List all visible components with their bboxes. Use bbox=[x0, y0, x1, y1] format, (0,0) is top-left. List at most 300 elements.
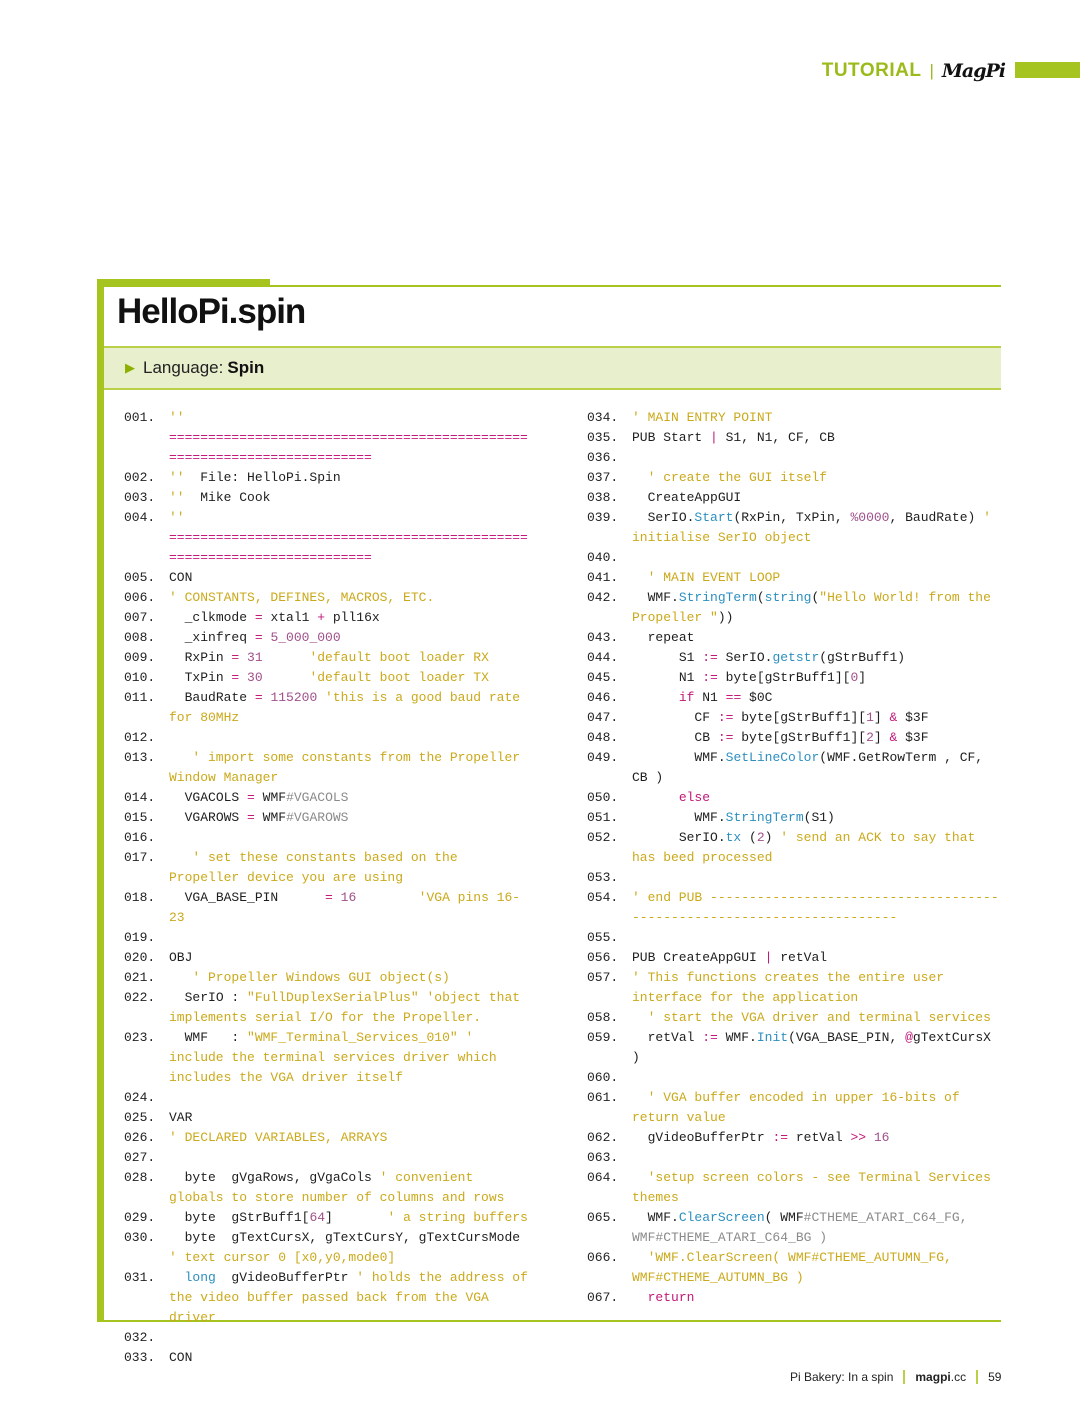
code-line bbox=[124, 1088, 534, 1108]
code-line bbox=[124, 888, 534, 928]
code-text bbox=[632, 748, 1003, 788]
code-token: (gStrBuff1) bbox=[819, 650, 906, 665]
line-number: 059. bbox=[587, 1030, 619, 1045]
line-number: 029. bbox=[124, 1210, 156, 1225]
line-number: 060. bbox=[587, 1070, 619, 1085]
code-token: WMF. bbox=[632, 810, 726, 825]
code-token: tx bbox=[725, 830, 742, 845]
magpi-logo: MagPi bbox=[941, 60, 1005, 82]
code-text bbox=[632, 448, 1003, 468]
code-line bbox=[124, 1348, 534, 1368]
code-line bbox=[587, 448, 1003, 468]
line-number: 065. bbox=[587, 1210, 619, 1225]
code-token: retVal bbox=[788, 1130, 851, 1145]
code-text bbox=[169, 468, 534, 488]
code-text bbox=[169, 1168, 534, 1208]
code-text bbox=[632, 468, 1003, 488]
code-token: _clkmode bbox=[169, 610, 255, 625]
code-token: ( WMF bbox=[764, 1210, 804, 1225]
code-line bbox=[124, 488, 534, 508]
code-token: SerIO. bbox=[632, 510, 695, 525]
code-line bbox=[124, 688, 534, 728]
line-number: 030. bbox=[124, 1230, 156, 1245]
code-token: == bbox=[725, 690, 742, 705]
line-number: 019. bbox=[124, 930, 156, 945]
code-token: , BaudRate) bbox=[889, 510, 984, 525]
code-token: ' create the GUI itself bbox=[632, 470, 828, 485]
code-token: WMF. bbox=[632, 590, 679, 605]
code-token: )) bbox=[717, 610, 734, 625]
line-number: 021. bbox=[124, 970, 156, 985]
line-number: 018. bbox=[124, 890, 156, 905]
code-line bbox=[587, 708, 1003, 728]
footer-divider bbox=[976, 1370, 978, 1384]
code-token: 2 bbox=[756, 830, 765, 845]
code-line bbox=[587, 808, 1003, 828]
code-line bbox=[587, 748, 1003, 788]
line-number: 053. bbox=[587, 870, 619, 885]
line-number: 047. bbox=[587, 710, 619, 725]
code-text bbox=[632, 688, 1003, 708]
line-number: 028. bbox=[124, 1170, 156, 1185]
line-number: 061. bbox=[587, 1090, 619, 1105]
code-text bbox=[632, 948, 1003, 968]
code-text bbox=[632, 548, 1003, 568]
code-line bbox=[587, 728, 1003, 748]
code-token: 30 bbox=[239, 670, 263, 685]
code-token: ' VGA buffer encoded in upper 16-bits of return value bbox=[632, 1090, 968, 1125]
code-text bbox=[632, 408, 1003, 428]
site-name-tld: .cc bbox=[950, 1370, 967, 1384]
code-token: (WMF.GetRowTerm , CF, CB ) bbox=[632, 750, 991, 785]
code-token: S1 bbox=[632, 650, 703, 665]
code-line bbox=[587, 1168, 1003, 1208]
code-token: pll16x bbox=[325, 610, 380, 625]
code-line bbox=[587, 488, 1003, 508]
code-token: $3F bbox=[897, 730, 929, 745]
code-text bbox=[632, 568, 1003, 588]
line-number: 044. bbox=[587, 650, 619, 665]
code-token: #CTHEME_ATARI_C64_FG, WMF#CTHEME_ATARI_C64_BG ) bbox=[632, 1210, 976, 1245]
language-band bbox=[104, 346, 1001, 390]
code-text bbox=[169, 1228, 534, 1268]
code-token: ' MAIN ENTRY POINT bbox=[632, 410, 773, 425]
code-token: byte gStrBuff1[ bbox=[169, 1210, 310, 1225]
code-token: >> bbox=[850, 1130, 867, 1145]
header-separator: | bbox=[929, 61, 934, 80]
code-text bbox=[169, 848, 534, 888]
line-number: 050. bbox=[587, 790, 619, 805]
code-token: ' initialise SerIO object bbox=[632, 510, 999, 545]
code-token: ' text cursor 0 [x0,y0,mode0] bbox=[169, 1250, 396, 1265]
page-footer bbox=[790, 1370, 1001, 1384]
code-token: ( bbox=[811, 590, 820, 605]
line-number: 023. bbox=[124, 1030, 156, 1045]
code-line bbox=[124, 1168, 534, 1208]
code-text bbox=[632, 1148, 1003, 1168]
code-token: '' bbox=[169, 510, 193, 525]
code-text bbox=[632, 1128, 1003, 1148]
code-text bbox=[632, 488, 1003, 508]
code-text bbox=[632, 428, 1003, 448]
line-number: 054. bbox=[587, 890, 619, 905]
code-token bbox=[632, 690, 679, 705]
code-token: := bbox=[717, 710, 734, 725]
code-text bbox=[169, 1108, 534, 1128]
line-number: 003. bbox=[124, 490, 156, 505]
code-token: | bbox=[710, 430, 718, 445]
code-token: File: HelloPi.Spin bbox=[200, 470, 341, 485]
code-text bbox=[632, 1208, 1003, 1248]
code-line bbox=[587, 628, 1003, 648]
language-label: Language: bbox=[143, 358, 224, 377]
code-line bbox=[124, 1208, 534, 1228]
code-token: WMF. bbox=[717, 1030, 757, 1045]
code-line bbox=[124, 408, 534, 468]
line-number: 046. bbox=[587, 690, 619, 705]
code-text bbox=[169, 948, 534, 968]
code-line bbox=[124, 828, 534, 848]
code-text bbox=[169, 968, 534, 988]
code-line bbox=[587, 508, 1003, 548]
line-number: 037. bbox=[587, 470, 619, 485]
line-number: 010. bbox=[124, 670, 156, 685]
code-text bbox=[169, 748, 534, 788]
code-token: (RxPin, TxPin, bbox=[733, 510, 851, 525]
code-text bbox=[632, 928, 1003, 948]
line-number: 063. bbox=[587, 1150, 619, 1165]
code-line bbox=[124, 928, 534, 948]
code-line bbox=[587, 548, 1003, 568]
line-number: 027. bbox=[124, 1150, 156, 1165]
code-token: 5_000_000 bbox=[262, 630, 341, 645]
line-number: 005. bbox=[124, 570, 156, 585]
code-token: long bbox=[184, 1270, 216, 1285]
code-text bbox=[169, 488, 534, 508]
code-text bbox=[169, 508, 534, 568]
code-token: byte[gStrBuff1][ bbox=[733, 710, 867, 725]
code-line bbox=[587, 688, 1003, 708]
code-token: CreateAppGUI bbox=[632, 490, 742, 505]
code-token: ' send an ACK to say that has beed processed bbox=[632, 830, 984, 865]
code-line bbox=[587, 1128, 1003, 1148]
code-token: "FullDuplexSerialPlus" 'object that implements serial I/O for the Propeller. bbox=[169, 990, 528, 1025]
code-text bbox=[632, 588, 1003, 628]
code-token: WMF. bbox=[632, 1210, 679, 1225]
code-token: VGACOLS bbox=[169, 790, 248, 805]
line-number: 040. bbox=[587, 550, 619, 565]
code-line bbox=[587, 948, 1003, 968]
code-text bbox=[632, 968, 1003, 1008]
line-number: 055. bbox=[587, 930, 619, 945]
code-line bbox=[587, 1008, 1003, 1028]
code-token: $0C bbox=[741, 690, 773, 705]
code-line bbox=[587, 1028, 1003, 1068]
code-text bbox=[169, 1348, 534, 1368]
line-number: 057. bbox=[587, 970, 619, 985]
code-line bbox=[587, 648, 1003, 668]
line-number: 067. bbox=[587, 1290, 619, 1305]
code-token: SetLineColor bbox=[725, 750, 820, 765]
line-number: 035. bbox=[587, 430, 619, 445]
line-number: 015. bbox=[124, 810, 156, 825]
line-number: 051. bbox=[587, 810, 619, 825]
line-number: 048. bbox=[587, 730, 619, 745]
code-token: 'WMF.ClearScreen( WMF#CTHEME_AUTUMN_FG, WMF#CTHEME_AUTUMN_BG ) bbox=[632, 1250, 960, 1285]
code-token: N1 bbox=[694, 690, 726, 705]
code-text bbox=[169, 588, 534, 608]
code-token: 'default boot loader RX bbox=[262, 650, 489, 665]
code-line bbox=[124, 1148, 534, 1168]
code-token: 0 bbox=[850, 670, 859, 685]
code-token: ( bbox=[756, 590, 765, 605]
code-line bbox=[587, 788, 1003, 808]
code-text bbox=[632, 1288, 1003, 1308]
code-token: gTextCursX ) bbox=[632, 1030, 999, 1065]
code-text bbox=[632, 888, 1003, 928]
code-text bbox=[632, 808, 1003, 828]
code-line bbox=[124, 1228, 534, 1268]
code-token bbox=[169, 1270, 185, 1285]
code-token: VAR bbox=[169, 1110, 193, 1125]
line-number: 039. bbox=[587, 510, 619, 525]
code-token: & bbox=[889, 710, 898, 725]
line-number: 043. bbox=[587, 630, 619, 645]
code-text bbox=[169, 1128, 534, 1148]
line-number: 009. bbox=[124, 650, 156, 665]
code-line bbox=[587, 588, 1003, 628]
code-text bbox=[632, 648, 1003, 668]
code-token: RxPin bbox=[169, 650, 232, 665]
code-text bbox=[632, 728, 1003, 748]
code-token: PUB CreateAppGUI bbox=[632, 950, 765, 965]
chevron-right-icon: ▶ bbox=[125, 360, 135, 375]
code-token: string bbox=[764, 590, 812, 605]
line-number: 036. bbox=[587, 450, 619, 465]
code-token: @ bbox=[905, 1030, 913, 1045]
listing-title: HelloPi.spin bbox=[117, 292, 306, 331]
code-token: WMF bbox=[254, 790, 287, 805]
code-token: WMF. bbox=[632, 750, 726, 765]
code-token: retVal bbox=[772, 950, 828, 965]
code-token: gVideoBufferPtr bbox=[632, 1130, 773, 1145]
code-token: 16 bbox=[332, 890, 357, 905]
code-token: & bbox=[889, 730, 898, 745]
line-number: 049. bbox=[587, 750, 619, 765]
site-name-bold: magpi bbox=[915, 1370, 951, 1384]
code-token: 1 bbox=[866, 710, 874, 725]
code-text bbox=[169, 888, 534, 928]
code-token: ' start the VGA driver and terminal services bbox=[632, 1010, 991, 1025]
code-token: ' convenient globals to store number of columns and rows bbox=[169, 1170, 505, 1205]
line-number: 011. bbox=[124, 690, 156, 705]
code-text bbox=[632, 628, 1003, 648]
code-token: = bbox=[247, 810, 255, 825]
line-number: 022. bbox=[124, 990, 156, 1005]
line-number: 042. bbox=[587, 590, 619, 605]
line-number: 025. bbox=[124, 1110, 156, 1125]
code-text bbox=[169, 628, 534, 648]
code-token: SerIO : bbox=[169, 990, 248, 1005]
code-token: VGAROWS bbox=[169, 810, 248, 825]
code-text bbox=[169, 1148, 534, 1168]
code-token: WMF bbox=[254, 810, 287, 825]
line-number: 062. bbox=[587, 1130, 619, 1145]
code-text bbox=[169, 1088, 534, 1108]
code-token: gVideoBufferPtr bbox=[215, 1270, 357, 1285]
code-line bbox=[587, 668, 1003, 688]
line-number: 016. bbox=[124, 830, 156, 845]
code-token: 2 bbox=[866, 730, 874, 745]
code-token: _xinfreq bbox=[169, 630, 255, 645]
line-number: 038. bbox=[587, 490, 619, 505]
code-token: else bbox=[678, 790, 711, 805]
code-token bbox=[632, 790, 679, 805]
code-token: repeat bbox=[632, 630, 695, 645]
line-number: 002. bbox=[124, 470, 156, 485]
running-header bbox=[822, 60, 1005, 82]
code-token: := bbox=[717, 730, 734, 745]
code-text bbox=[632, 1028, 1003, 1068]
code-token: ( bbox=[741, 830, 757, 845]
code-text bbox=[169, 788, 534, 808]
code-line bbox=[124, 568, 534, 588]
code-token: StringTerm bbox=[725, 810, 804, 825]
line-number: 058. bbox=[587, 1010, 619, 1025]
line-number: 007. bbox=[124, 610, 156, 625]
code-token: ' Propeller Windows GUI object(s) bbox=[169, 970, 450, 985]
code-line bbox=[124, 468, 534, 488]
code-line bbox=[124, 1028, 534, 1088]
code-text bbox=[632, 828, 1003, 868]
code-text bbox=[632, 1068, 1003, 1088]
code-line bbox=[587, 928, 1003, 948]
code-line bbox=[124, 508, 534, 568]
code-line bbox=[124, 948, 534, 968]
line-number: 033. bbox=[124, 1350, 156, 1365]
code-text bbox=[169, 688, 534, 728]
page-number: 59 bbox=[988, 1370, 1002, 1384]
code-token: = bbox=[254, 690, 263, 705]
code-token: ' holds the address of the video buffer passed back from the VGA driver bbox=[169, 1270, 536, 1325]
line-number: 014. bbox=[124, 790, 156, 805]
code-line bbox=[124, 1328, 534, 1348]
code-token: N1 bbox=[632, 670, 703, 685]
code-token: 'VGA pins 16-23 bbox=[169, 890, 521, 925]
code-line bbox=[587, 568, 1003, 588]
code-token: CON bbox=[169, 1350, 193, 1365]
code-text bbox=[169, 988, 534, 1028]
code-token: = bbox=[231, 670, 240, 685]
code-token: Init bbox=[756, 1030, 789, 1045]
code-text bbox=[169, 668, 534, 688]
code-text bbox=[169, 1328, 534, 1348]
code-token: = bbox=[231, 650, 240, 665]
line-number: 017. bbox=[124, 850, 156, 865]
code-token: ' DECLARED VARIABLES, ARRAYS bbox=[169, 1130, 388, 1145]
code-token: = bbox=[325, 890, 333, 905]
code-token: 'this is a good baud rate for 80MHz bbox=[169, 690, 528, 725]
line-number: 013. bbox=[124, 750, 156, 765]
line-number: 024. bbox=[124, 1090, 156, 1105]
code-text bbox=[632, 668, 1003, 688]
line-number: 064. bbox=[587, 1170, 619, 1185]
line-number: 012. bbox=[124, 730, 156, 745]
code-token: 31 bbox=[239, 650, 263, 665]
code-token: SerIO. bbox=[632, 830, 726, 845]
code-text bbox=[632, 788, 1003, 808]
code-token: '' bbox=[169, 470, 201, 485]
code-line bbox=[124, 588, 534, 608]
code-token: $3F bbox=[897, 710, 929, 725]
line-number: 020. bbox=[124, 950, 156, 965]
code-token: '' bbox=[169, 410, 193, 425]
code-token: ' a string buffers bbox=[332, 1210, 528, 1225]
code-column-right bbox=[587, 408, 1003, 1308]
line-number: 026. bbox=[124, 1130, 156, 1145]
code-line bbox=[124, 628, 534, 648]
code-line bbox=[124, 608, 534, 628]
code-token: return bbox=[647, 1290, 695, 1305]
code-text bbox=[632, 1248, 1003, 1288]
code-text bbox=[632, 1168, 1003, 1208]
line-number: 001. bbox=[124, 410, 156, 425]
site-name bbox=[915, 1370, 966, 1384]
code-token: 16 bbox=[866, 1130, 890, 1145]
code-token: := bbox=[702, 1030, 718, 1045]
line-number: 066. bbox=[587, 1250, 619, 1265]
code-token: = bbox=[254, 610, 263, 625]
code-token: CF bbox=[632, 710, 718, 725]
code-line bbox=[587, 1148, 1003, 1168]
article-name: Pi Bakery: In a spin bbox=[790, 1370, 894, 1384]
code-token: getstr bbox=[772, 650, 820, 665]
code-token: 'setup screen colors - see Terminal Services themes bbox=[632, 1170, 999, 1205]
footer-divider bbox=[903, 1370, 905, 1384]
listing-border-top bbox=[97, 285, 1001, 287]
code-token: byte[gStrBuff1][ bbox=[717, 670, 851, 685]
code-token: ' CONSTANTS, DEFINES, MACROS, ETC. bbox=[169, 590, 435, 605]
code-token: %0000 bbox=[850, 510, 890, 525]
code-token: OBJ bbox=[169, 950, 193, 965]
code-line bbox=[124, 788, 534, 808]
code-token: TxPin bbox=[169, 670, 232, 685]
code-token: 64 bbox=[309, 1210, 326, 1225]
code-token: '' bbox=[169, 490, 201, 505]
code-text bbox=[169, 1268, 534, 1328]
code-token bbox=[632, 1290, 648, 1305]
code-token: #VGAROWS bbox=[286, 810, 349, 825]
code-token: ) bbox=[764, 830, 781, 845]
code-line bbox=[587, 408, 1003, 428]
code-token: "WMF_Terminal_Services_010" ' include the terminal services driver which includes the VGA driver itself bbox=[169, 1030, 505, 1085]
code-text bbox=[632, 508, 1003, 548]
code-token: VGA_BASE_PIN bbox=[169, 890, 326, 905]
code-line bbox=[587, 1068, 1003, 1088]
code-token: ] bbox=[858, 670, 867, 685]
code-text bbox=[169, 808, 534, 828]
code-token: := bbox=[702, 670, 718, 685]
code-token: ' import some constants from the Propeller Window Manager bbox=[169, 750, 528, 785]
code-token: xtal1 bbox=[262, 610, 318, 625]
code-token: ClearScreen bbox=[678, 1210, 765, 1225]
line-number: 052. bbox=[587, 830, 619, 845]
section-label: TUTORIAL bbox=[821, 60, 922, 81]
code-token: + bbox=[317, 610, 326, 625]
code-token: CON bbox=[169, 570, 193, 585]
line-number: 004. bbox=[124, 510, 156, 525]
line-number: 006. bbox=[124, 590, 156, 605]
